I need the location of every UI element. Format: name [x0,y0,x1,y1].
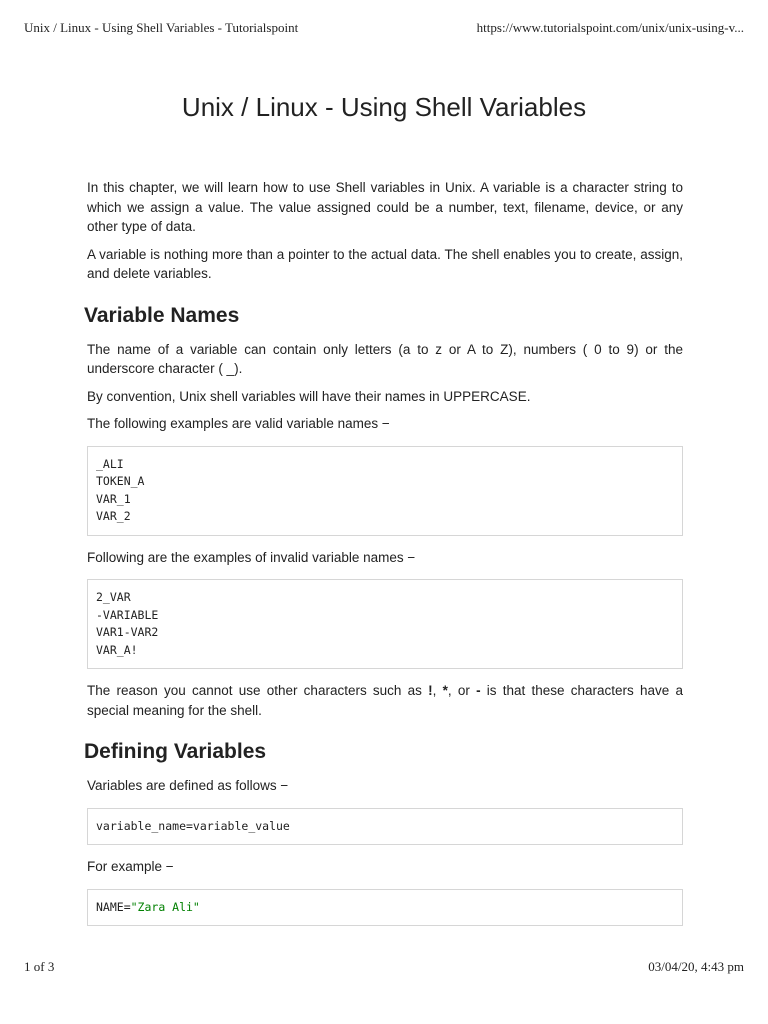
reason-sep-1: , [432,683,443,698]
article-content [84,178,683,938]
reason-text-end: is that these characters have a special meaning for the shell. [87,683,683,718]
print-header [24,20,744,36]
variable-names-paragraph-2: By convention, Unix shell variables will have their names in UPPERCASE. [87,388,531,404]
example-code-string: "Zara Ali" [130,899,200,914]
print-header-title: Unix / Linux - Using Shell Variables - Tutorialspoint [24,20,299,35]
defining-paragraph-2: For example − [87,859,174,874]
variable-names-paragraph-4: Following are the examples of invalid variable names − [87,549,416,565]
intro-paragraph-2: A variable is nothing more than a pointer to the actual data. The shell enables you to create, assign, and delete variables. [87,246,683,281]
print-datetime: 03/04/20, 4:43 pm [648,959,744,974]
reason-text-start: The reason you cannot use other characters such as [87,683,429,698]
intro-paragraph-1: In this chapter, we will learn how to use Shell variables in Unix. A variable is a character string to which we assign a value. The value assigned could be a number, text, filename, device, or any other type of data. [87,180,683,234]
variable-names-paragraph-1: The name of a variable can contain only letters (a to z or A to Z), numbers ( 0 to 9) or the underscore character ( _). [87,341,683,376]
variable-names-paragraph-3: The following examples are valid variable names − [87,416,390,431]
char-hyphen: - [476,683,481,698]
section-heading-variable-names: Variable Names [84,303,240,327]
print-header-url: https://www.tutorialspoint.com/unix/unix-using-v... [476,20,744,35]
section-heading-defining-variables: Defining Variables [84,740,267,763]
example-code-name: NAME= [96,899,131,914]
example-code-block [87,889,683,927]
defining-paragraph-1: Variables are defined as follows − [87,778,289,793]
variable-names-paragraph-5 [87,681,683,720]
reason-sep-2: , or [447,683,477,698]
syntax-code-block: variable_name=variable_value [87,808,683,846]
char-asterisk: * [442,683,448,698]
page-title: Unix / Linux - Using Shell Variables [181,92,587,122]
page-number: 1 of 3 [24,959,55,974]
valid-names-code-block: _ALI TOKEN_A VAR_1 VAR_2 [87,446,683,536]
print-footer [24,959,744,975]
invalid-names-code-block: 2_VAR -VARIABLE VAR1-VAR2 VAR_A! [87,579,683,669]
char-exclamation: ! [428,683,433,698]
